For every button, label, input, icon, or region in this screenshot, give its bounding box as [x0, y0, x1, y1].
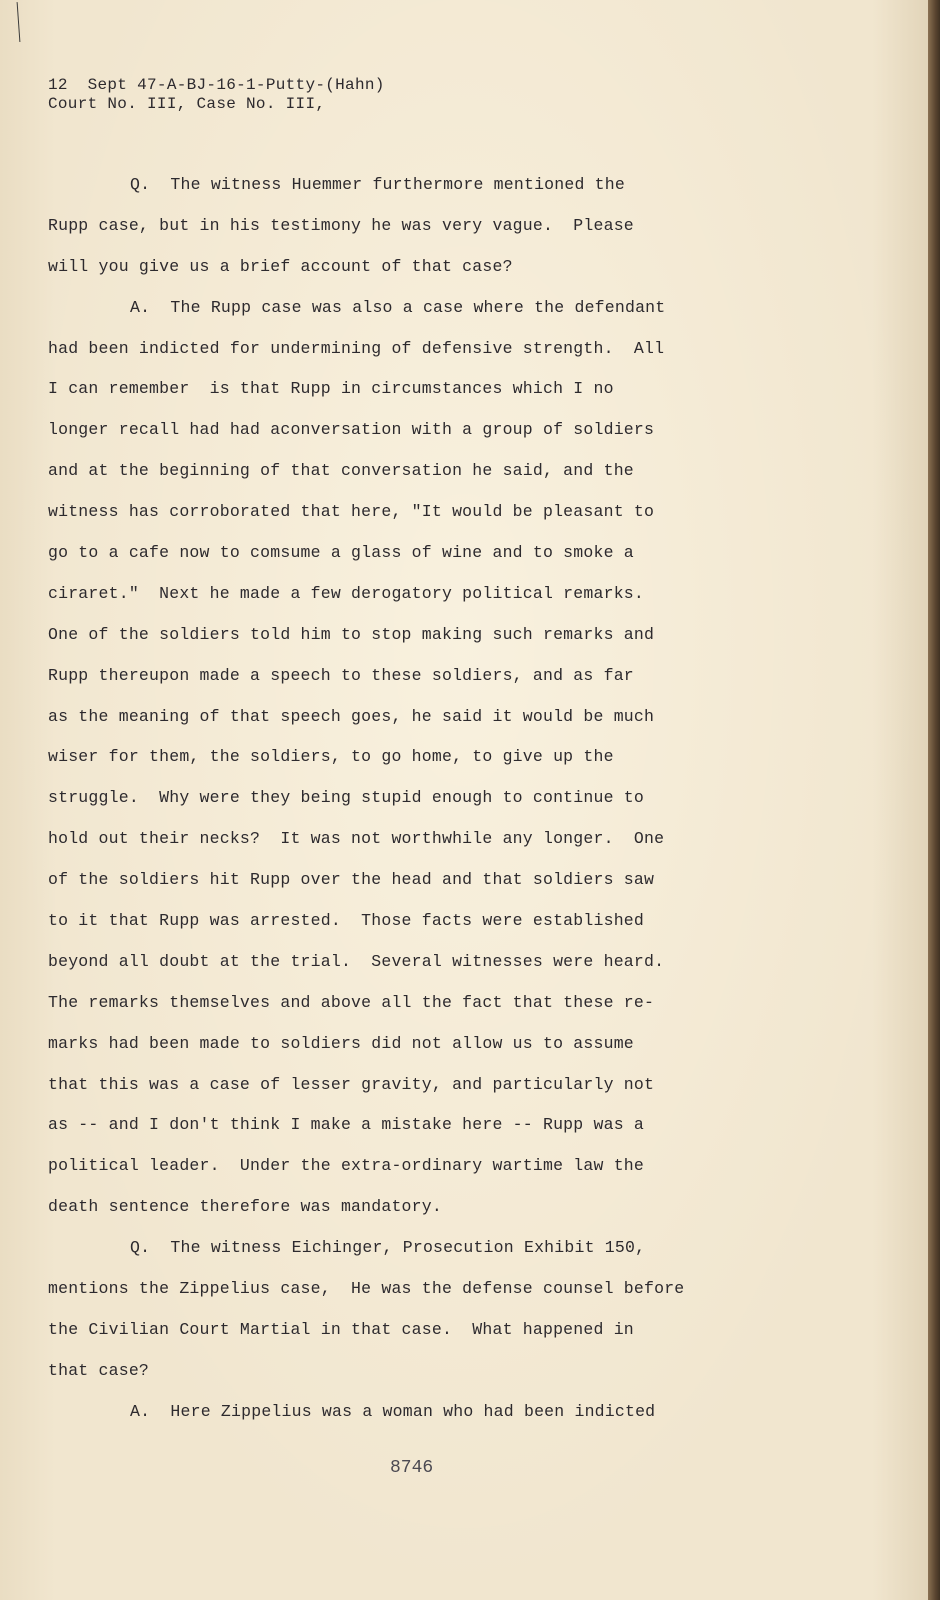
paragraph-question-zippelius: [48, 1237, 808, 1401]
text-line: death sentence therefore was mandatory.: [48, 1197, 442, 1217]
text-line: beyond all doubt at the trial. Several witnesses were heard.: [48, 951, 665, 971]
text-line: mentions the Zippelius case, He was the defense counsel before: [48, 1279, 685, 1299]
text-line: longer recall had had aconversation with a group of soldiers: [48, 420, 655, 440]
text-line: wiser for them, the soldiers, to go home, to give up the: [48, 747, 614, 767]
text-line: that this was a case of lesser gravity, and particularly not: [48, 1074, 655, 1094]
text-line: Rupp case, but in his testimony he was very vague. Please: [48, 215, 634, 235]
text-line: the Civilian Court Martial in that case. What happened in: [48, 1319, 634, 1339]
document-header: [48, 76, 385, 114]
text-line: Rupp thereupon made a speech to these soldiers, and as far: [48, 665, 634, 685]
text-line: Q. The witness Eichinger, Prosecution Exhibit 150,: [130, 1238, 646, 1258]
text-line: as -- and I don't think I make a mistake here -- Rupp was a: [48, 1115, 644, 1135]
text-line: go to a cafe now to comsume a glass of wine and to smoke a: [48, 543, 634, 563]
text-line: The remarks themselves and above all the fact that these re-: [48, 992, 655, 1012]
paragraph-answer-zippelius: [48, 1401, 808, 1442]
text-line: political leader. Under the extra-ordinary wartime law the: [48, 1156, 644, 1176]
text-line: as the meaning of that speech goes, he said it would be much: [48, 706, 655, 726]
text-line: and at the beginning of that conversation he said, and the: [48, 461, 634, 481]
text-line: had been indicted for undermining of defensive strength. All: [48, 338, 665, 358]
page-edge-shadow: [928, 0, 940, 1600]
margin-pencil-mark: [17, 2, 23, 42]
text-line: A. The Rupp case was also a case where the defendant: [130, 297, 666, 317]
text-line: One of the soldiers told him to stop making such remarks and: [48, 624, 655, 644]
text-line: struggle. Why were they being stupid enough to continue to: [48, 788, 644, 808]
text-line: A. Here Zippelius was a woman who had been indicted: [130, 1401, 656, 1421]
text-line: witness has corroborated that here, "It would be pleasant to: [48, 502, 655, 522]
text-line: I can remember is that Rupp in circumstances which I no: [48, 379, 614, 399]
text-line: Q. The witness Huemmer furthermore mentioned the: [130, 175, 625, 194]
page-number: 8746: [390, 1458, 434, 1478]
text-line: ciraret." Next he made a few derogatory political remarks.: [48, 583, 644, 603]
transcript-body: [48, 174, 808, 1442]
text-line: will you give us a brief account of that case?: [48, 256, 513, 276]
paragraph-question-rupp: [48, 174, 808, 297]
text-line: to it that Rupp was arrested. Those facts were established: [48, 911, 644, 931]
paragraph-answer-rupp: [48, 297, 808, 1237]
text-line: that case?: [48, 1360, 150, 1380]
header-reference-line: 12 Sept 47-A-BJ-16-1-Putty-(Hahn): [48, 76, 385, 94]
text-line: of the soldiers hit Rupp over the head and that soldiers saw: [48, 870, 655, 890]
header-court-line: Court No. III, Case No. III,: [48, 95, 326, 113]
text-line: hold out their necks? It was not worthwhile any longer. One: [48, 829, 665, 849]
text-line: marks had been made to soldiers did not allow us to assume: [48, 1033, 634, 1053]
